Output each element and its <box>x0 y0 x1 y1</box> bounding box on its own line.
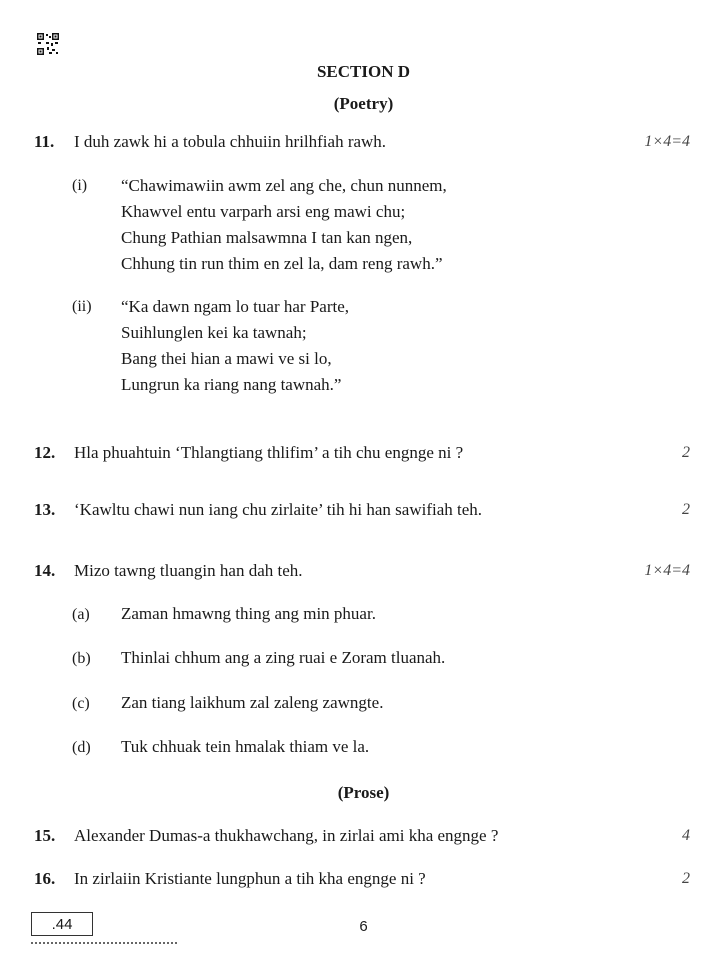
page-number: 6 <box>359 918 368 935</box>
question-number: 15. <box>34 826 56 845</box>
question-marks: 2 <box>682 870 690 887</box>
question-text: Alexander Dumas-a thukhawchang, in zirlai ami kha engnge ? <box>74 826 499 845</box>
option-label: (i) <box>72 177 88 194</box>
poem-stanza <box>121 173 447 277</box>
question-text: Hla phuahtuin ‘Thlangtiang thlifim’ a tih chu engnge ni ? <box>74 443 464 462</box>
poem-line: Chhung tin run thim en zel la, dam reng rawh.” <box>121 254 443 273</box>
question-number: 16. <box>34 869 56 888</box>
option-text: Thinlai chhum ang a zing ruai e Zoram tluanah. <box>121 648 446 667</box>
question-marks: 4 <box>682 827 690 844</box>
question-number: 11. <box>34 132 55 151</box>
question-text: Mizo tawng tluangin han dah teh. <box>74 561 303 580</box>
qr-code-icon <box>37 33 59 55</box>
question-number: 12. <box>34 443 56 462</box>
poetry-heading: (Poetry) <box>333 94 394 113</box>
option-label: (ii) <box>72 298 92 315</box>
question-text: ‘Kawltu chawi nun iang chu zirlaite’ tih hi han sawifiah teh. <box>74 500 483 519</box>
option-label: (d) <box>72 739 91 756</box>
poem-line: Suihlunglen kei ka tawnah; <box>121 323 307 342</box>
question-marks: 2 <box>682 501 690 518</box>
question-marks: 2 <box>682 444 690 461</box>
option-text: Zan tiang laikhum zal zaleng zawngte. <box>121 693 384 712</box>
option-label: (c) <box>72 695 90 712</box>
question-text: I duh zawk hi a tobula chhuiin hrilhfiah rawh. <box>74 132 387 151</box>
poem-line: “Ka dawn ngam lo tuar har Parte, <box>121 297 349 316</box>
poem-line: Chung Pathian malsawmna I tan kan ngen, <box>121 228 413 247</box>
question-marks: 1×4=4 <box>644 133 690 150</box>
option-text: Zaman hmawng thing ang min phuar. <box>121 604 376 623</box>
question-number: 13. <box>34 500 56 519</box>
paper-code: .44 <box>51 915 73 933</box>
option-text: Tuk chhuak tein hmalak thiam ve la. <box>121 737 370 756</box>
poem-line: “Chawimawiin awm zel ang che, chun nunnem, <box>121 176 447 195</box>
poem-line: Khawvel entu varparh arsi eng mawi chu; <box>121 202 406 221</box>
question-text: In zirlaiin Kristiante lungphun a tih kha engnge ni ? <box>74 869 426 888</box>
question-marks: 1×4=4 <box>644 562 690 579</box>
poem-line: Bang thei hian a mawi ve si lo, <box>121 349 332 368</box>
question-number: 14. <box>34 561 56 580</box>
section-title: SECTION D <box>316 62 411 81</box>
option-label: (a) <box>72 606 90 623</box>
option-label: (b) <box>72 650 91 667</box>
prose-heading: (Prose) <box>337 783 390 802</box>
poem-line: Lungrun ka riang nang tawnah.” <box>121 375 342 394</box>
poem-stanza <box>121 294 349 398</box>
footer-divider <box>31 942 177 944</box>
